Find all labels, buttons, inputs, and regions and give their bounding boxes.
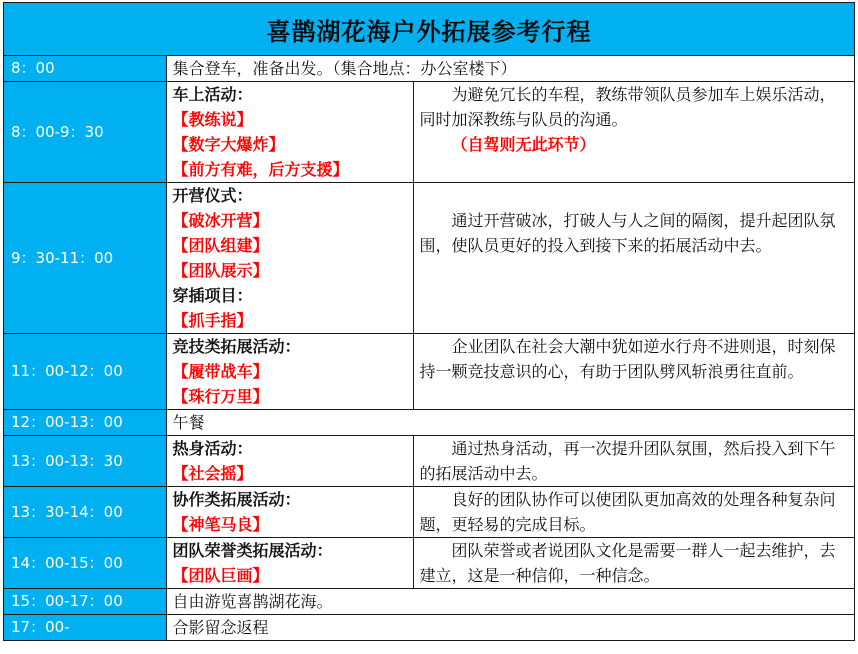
time-cell: 8：00 bbox=[4, 56, 166, 82]
time-cell: 11：00-12：00 bbox=[4, 334, 166, 410]
activity-cell bbox=[166, 538, 413, 589]
time-cell: 13：30-14：00 bbox=[4, 487, 166, 538]
description-cell bbox=[413, 82, 854, 183]
activity-heading: 开营仪式： bbox=[172, 186, 253, 205]
activity-item: 【团队展示】 bbox=[172, 261, 269, 280]
time-cell: 13：00-13：30 bbox=[4, 436, 166, 487]
activity-heading: 车上活动： bbox=[172, 85, 253, 104]
activity-cell bbox=[166, 82, 413, 183]
activity-subheading: 穿插项目： bbox=[172, 286, 253, 305]
table-row bbox=[4, 334, 854, 410]
description-note: （自驾则无此环节） bbox=[451, 135, 596, 154]
activity-text: 集合登车，准备出发。（集合地点：办公室楼下） bbox=[166, 56, 854, 82]
table-row bbox=[4, 56, 854, 82]
table-row bbox=[4, 589, 854, 615]
table-row bbox=[4, 183, 854, 334]
activity-text: 午餐 bbox=[166, 410, 854, 436]
activity-item: 【履带战车】 bbox=[172, 362, 269, 381]
activity-heading: 协作类拓展活动： bbox=[172, 490, 301, 509]
activity-item: 【珠行万里】 bbox=[172, 387, 269, 406]
activity-text: 自由游览喜鹊湖花海。 bbox=[166, 589, 854, 615]
description-text: 企业团队在社会大潮中犹如逆水行舟不进则退，时刻保持一颗竞技意识的心，有助于团队劈风斩浪勇往直前。 bbox=[419, 337, 836, 381]
activity-item: 【神笔马良】 bbox=[172, 515, 269, 534]
time-cell: 8：00-9：30 bbox=[4, 82, 166, 183]
activity-heading: 热身活动： bbox=[172, 439, 253, 458]
activity-item: 【团队巨画】 bbox=[172, 566, 269, 585]
activity-item: 【教练说】 bbox=[172, 110, 253, 129]
table-row bbox=[4, 538, 854, 589]
description-cell bbox=[413, 183, 854, 334]
time-cell: 15：00-17：00 bbox=[4, 589, 166, 615]
itinerary-table bbox=[4, 56, 854, 640]
activity-cell bbox=[166, 436, 413, 487]
table-row bbox=[4, 436, 854, 487]
time-cell: 9：30-11：00 bbox=[4, 183, 166, 334]
activity-item: 【抓手指】 bbox=[172, 311, 253, 330]
itinerary-sheet bbox=[3, 2, 855, 641]
activity-item: 【破冰开营】 bbox=[172, 211, 269, 230]
time-cell: 12：00-13：00 bbox=[4, 410, 166, 436]
description-cell bbox=[413, 436, 854, 487]
time-cell: 17：00- bbox=[4, 615, 166, 641]
description-cell bbox=[413, 334, 854, 410]
description-cell bbox=[413, 487, 854, 538]
description-text: 为避免冗长的车程，教练带领队员参加车上娱乐活动，同时加深教练与队员的沟通。 bbox=[419, 85, 836, 129]
description-text: 通过热身活动，再一次提升团队氛围，然后投入到下午的拓展活动中去。 bbox=[419, 439, 836, 483]
activity-heading: 竞技类拓展活动： bbox=[172, 337, 301, 356]
activity-heading: 团队荣誉类拓展活动： bbox=[172, 541, 333, 560]
description-text: 团队荣誉或者说团队文化是需要一群人一起去维护，去建立，这是一种信仰，一种信念。 bbox=[419, 541, 836, 585]
table-row bbox=[4, 487, 854, 538]
activity-cell bbox=[166, 487, 413, 538]
activity-cell bbox=[166, 334, 413, 410]
activity-item: 【数字大爆炸】 bbox=[172, 135, 285, 154]
activity-cell bbox=[166, 183, 413, 334]
page-title: 喜鹊湖花海户外拓展参考行程 bbox=[4, 3, 854, 56]
table-row bbox=[4, 615, 854, 641]
description-text: 良好的团队协作可以使团队更加高效的处理各种复杂问题，更轻易的完成目标。 bbox=[419, 490, 836, 534]
activity-item: 【团队组建】 bbox=[172, 236, 269, 255]
description-text: 通过开营破冰，打破人与人之间的隔阂，提升起团队氛围，使队员更好的投入到接下来的拓展活动中去。 bbox=[419, 211, 836, 255]
time-cell: 14：00-15：00 bbox=[4, 538, 166, 589]
table-row bbox=[4, 82, 854, 183]
description-cell bbox=[413, 538, 854, 589]
table-row bbox=[4, 410, 854, 436]
activity-text: 合影留念返程 bbox=[166, 615, 854, 641]
activity-item: 【前方有难，后方支援】 bbox=[172, 160, 349, 179]
activity-item: 【社会摇】 bbox=[172, 464, 253, 483]
